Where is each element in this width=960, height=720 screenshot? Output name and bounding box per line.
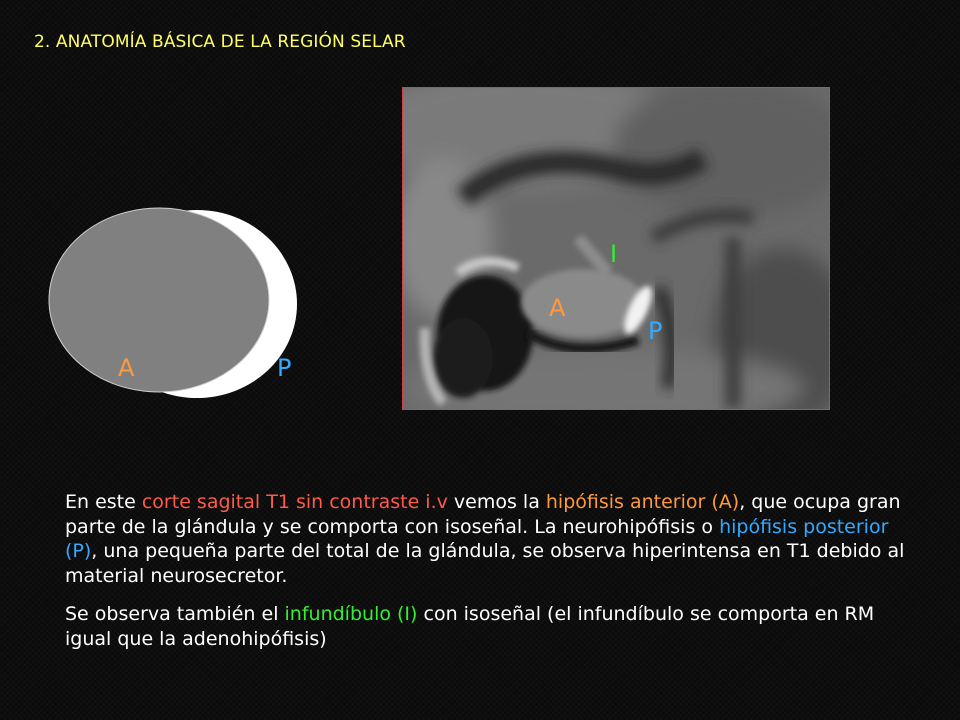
p1-text-1: En este [65, 491, 142, 513]
mri-label-anterior: A [549, 294, 566, 322]
mri-label-infundibulum: I [610, 240, 618, 268]
anterior-lobe-shape [49, 208, 269, 392]
p1-highlight-posterior: hipófisis posterior (P) [65, 515, 889, 562]
description-text [65, 490, 925, 665]
diagram-label-posterior: P [277, 354, 292, 382]
p1-highlight-sequence: corte sagital T1 sin contraste i.v [141, 491, 448, 513]
diagram-label-anterior: A [118, 354, 135, 382]
p2-text-2: con isoseñal (el infundíbulo se comporta en RM igual que la adenohipófisis) [65, 603, 875, 650]
paragraph-1 [65, 490, 925, 588]
p2-text-1: Se observa también el [65, 603, 285, 625]
page-title: 2. ANATOMÍA BÁSICA DE LA REGIÓN SELAR [34, 32, 406, 52]
mri-sagittal-image [402, 87, 830, 410]
p1-text-2: vemos la [447, 491, 546, 513]
p2-highlight-infundibulum: infundíbulo (I) [284, 603, 418, 625]
pituitary-diagram [40, 200, 320, 410]
p1-text-3: , que ocupa gran parte de la glándula y se comporta con isoseñal. La neurohipófisis o [65, 491, 901, 538]
p1-highlight-anterior: hipófisis anterior (A) [545, 491, 740, 513]
p1-text-4: , una pequeña parte del total de la glándula, se observa hiperintensa en T1 debido al material neurosecretor. [65, 540, 905, 587]
paragraph-2 [65, 602, 925, 651]
mri-label-posterior: P [648, 317, 663, 345]
